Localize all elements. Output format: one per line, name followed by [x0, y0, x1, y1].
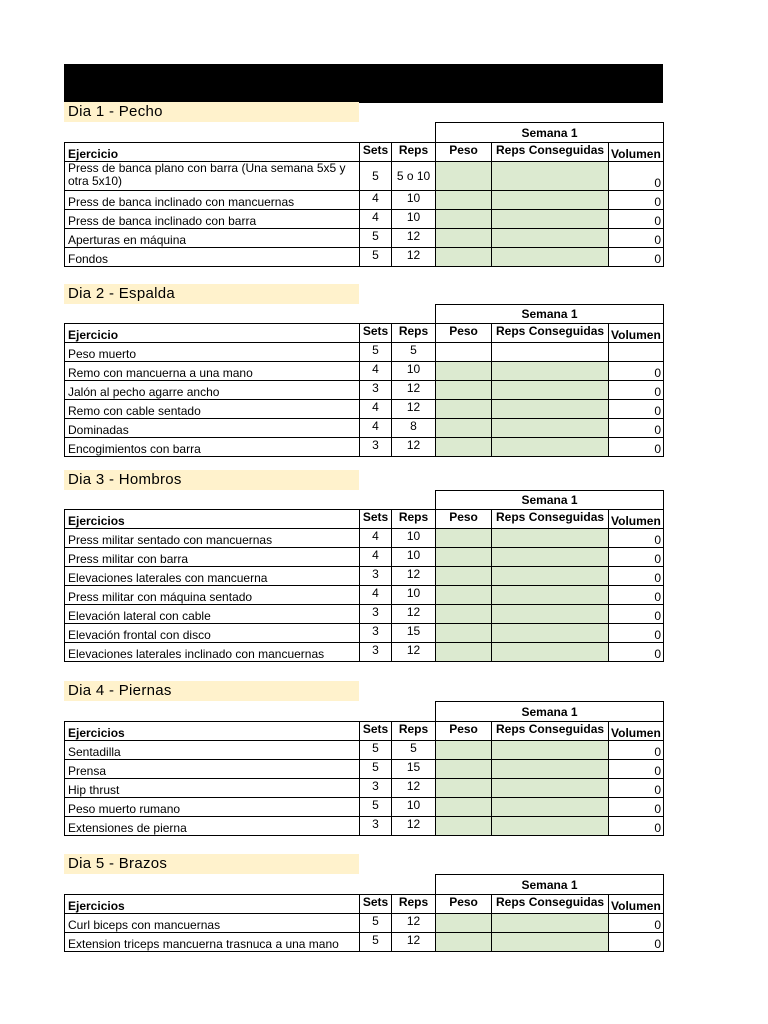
volumen-cell: 0 [609, 567, 664, 586]
reps-conseguidas-input-cell[interactable] [492, 741, 609, 760]
reps-conseguidas-input-cell[interactable] [492, 210, 609, 229]
day-3-title: Dia 3 - Hombros [64, 470, 359, 490]
exercise-name: Press de banca inclinado con mancuernas [65, 191, 360, 210]
reps-conseguidas-input-cell[interactable] [492, 605, 609, 624]
col-header-exercise: Ejercicio [65, 143, 360, 162]
reps-conseguidas-input-cell[interactable] [492, 914, 609, 933]
sets-cell: 4 [360, 548, 392, 567]
reps-cell: 5 [392, 741, 436, 760]
table-row [65, 529, 664, 548]
peso-input-cell[interactable] [436, 933, 492, 952]
exercise-name: Elevación frontal con disco [65, 624, 360, 643]
table-row [65, 419, 664, 438]
peso-input-cell[interactable] [436, 741, 492, 760]
volumen-cell: 0 [609, 162, 664, 191]
col-header-sets: Sets [360, 895, 392, 914]
week-label: Semana 1 [436, 702, 664, 722]
day-4-table [64, 701, 664, 836]
reps-conseguidas-input-cell[interactable] [492, 438, 609, 457]
col-header-peso: Peso [436, 722, 492, 741]
col-header-sets: Sets [360, 510, 392, 529]
table-row [65, 229, 664, 248]
col-header-sets: Sets [360, 324, 392, 343]
sets-cell: 3 [360, 438, 392, 457]
reps-cell: 5 [392, 343, 436, 362]
exercise-name: Dominadas [65, 419, 360, 438]
col-header-reps: Reps [392, 143, 436, 162]
volumen-cell: 0 [609, 419, 664, 438]
sets-cell: 4 [360, 400, 392, 419]
reps-cell: 12 [392, 381, 436, 400]
col-header-volumen: Volumen [609, 143, 664, 162]
reps-cell: 10 [392, 210, 436, 229]
exercise-name: Peso muerto [65, 343, 360, 362]
volumen-cell: 0 [609, 605, 664, 624]
sets-cell: 3 [360, 567, 392, 586]
col-header-peso: Peso [436, 324, 492, 343]
peso-input-cell[interactable] [436, 817, 492, 836]
reps-cell: 15 [392, 760, 436, 779]
table-row [65, 248, 664, 267]
col-header-reps: Reps [392, 722, 436, 741]
exercise-name: Elevaciones laterales inclinado con mancuernas [65, 643, 360, 662]
day-1-title: Dia 1 - Pecho [64, 102, 359, 122]
table-row [65, 567, 664, 586]
table-row [65, 400, 664, 419]
exercise-name: Encogimientos con barra [65, 438, 360, 457]
reps-cell: 12 [392, 817, 436, 836]
reps-cell: 12 [392, 248, 436, 267]
peso-input-cell[interactable] [436, 343, 492, 362]
volumen-cell: 0 [609, 817, 664, 836]
peso-input-cell[interactable] [436, 643, 492, 662]
volumen-cell: 0 [609, 586, 664, 605]
exercise-name: Extension triceps mancuerna trasnuca a una mano [65, 933, 360, 952]
volumen-cell: 0 [609, 191, 664, 210]
exercise-name: Peso muerto rumano [65, 798, 360, 817]
reps-cell: 10 [392, 362, 436, 381]
peso-input-cell[interactable] [436, 438, 492, 457]
col-header-exercise: Ejercicios [65, 895, 360, 914]
exercise-name: Press de banca plano con barra (Una semana 5x5 y otra 5x10) [65, 162, 360, 191]
reps-cell: 10 [392, 529, 436, 548]
volumen-cell: 0 [609, 779, 664, 798]
table-row [65, 741, 664, 760]
col-header-reps: Reps [392, 510, 436, 529]
week-label: Semana 1 [436, 305, 664, 324]
exercise-name: Hip thrust [65, 779, 360, 798]
table-row [65, 760, 664, 779]
col-header-sets: Sets [360, 143, 392, 162]
col-header-reps: Reps [392, 324, 436, 343]
col-header-volumen: Volumen [609, 895, 664, 914]
sets-cell: 4 [360, 586, 392, 605]
reps-conseguidas-input-cell[interactable] [492, 400, 609, 419]
volumen-cell: 0 [609, 624, 664, 643]
peso-input-cell[interactable] [436, 567, 492, 586]
peso-input-cell[interactable] [436, 798, 492, 817]
table-row [65, 779, 664, 798]
peso-input-cell[interactable] [436, 210, 492, 229]
reps-conseguidas-input-cell[interactable] [492, 567, 609, 586]
reps-cell: 10 [392, 548, 436, 567]
volumen-cell: 0 [609, 438, 664, 457]
exercise-name: Prensa [65, 760, 360, 779]
exercise-name: Press militar con máquina sentado [65, 586, 360, 605]
reps-conseguidas-input-cell[interactable] [492, 779, 609, 798]
table-row [65, 162, 664, 191]
volumen-cell: 0 [609, 933, 664, 952]
col-header-peso: Peso [436, 510, 492, 529]
col-header-reps-conseguidas: Reps Conseguidas [492, 895, 609, 914]
table-row [65, 191, 664, 210]
header-banner [64, 64, 663, 103]
reps-conseguidas-input-cell[interactable] [492, 817, 609, 836]
sets-cell: 3 [360, 381, 392, 400]
reps-conseguidas-input-cell[interactable] [492, 362, 609, 381]
col-header-reps: Reps [392, 895, 436, 914]
volumen-cell: 0 [609, 914, 664, 933]
day-2-table [64, 304, 664, 457]
table-row [65, 605, 664, 624]
sets-cell: 5 [360, 248, 392, 267]
sets-cell: 4 [360, 419, 392, 438]
exercise-name: Press militar sentado con mancuernas [65, 529, 360, 548]
reps-conseguidas-input-cell[interactable] [492, 343, 609, 362]
table-row [65, 343, 664, 362]
reps-cell: 12 [392, 779, 436, 798]
table-row [65, 438, 664, 457]
sets-cell: 3 [360, 817, 392, 836]
reps-cell: 12 [392, 643, 436, 662]
reps-conseguidas-input-cell[interactable] [492, 760, 609, 779]
sets-cell: 5 [360, 343, 392, 362]
sets-cell: 4 [360, 210, 392, 229]
exercise-name: Fondos [65, 248, 360, 267]
col-header-reps-conseguidas: Reps Conseguidas [492, 324, 609, 343]
exercise-name: Curl biceps con mancuernas [65, 914, 360, 933]
exercise-name: Jalón al pecho agarre ancho [65, 381, 360, 400]
exercise-name: Press militar con barra [65, 548, 360, 567]
day-5-table [64, 874, 664, 952]
table-row [65, 914, 664, 933]
col-header-exercise: Ejercicios [65, 722, 360, 741]
col-header-reps-conseguidas: Reps Conseguidas [492, 143, 609, 162]
day-5-title: Dia 5 - Brazos [64, 854, 359, 874]
table-row [65, 381, 664, 400]
week-label: Semana 1 [436, 875, 664, 895]
table-row [65, 586, 664, 605]
col-header-exercise: Ejercicios [65, 510, 360, 529]
sets-cell: 3 [360, 605, 392, 624]
sets-cell: 5 [360, 933, 392, 952]
peso-input-cell[interactable] [436, 624, 492, 643]
exercise-name: Extensiones de pierna [65, 817, 360, 836]
reps-cell: 12 [392, 400, 436, 419]
col-header-volumen: Volumen [609, 324, 664, 343]
table-row [65, 643, 664, 662]
exercise-name: Remo con mancuerna a una mano [65, 362, 360, 381]
reps-cell: 8 [392, 419, 436, 438]
reps-conseguidas-input-cell[interactable] [492, 643, 609, 662]
week-label: Semana 1 [436, 123, 664, 143]
peso-input-cell[interactable] [436, 381, 492, 400]
reps-cell: 12 [392, 605, 436, 624]
table-row [65, 624, 664, 643]
volumen-cell: 0 [609, 760, 664, 779]
col-header-reps-conseguidas: Reps Conseguidas [492, 510, 609, 529]
reps-conseguidas-input-cell[interactable] [492, 586, 609, 605]
volumen-cell: 0 [609, 362, 664, 381]
sets-cell: 5 [360, 914, 392, 933]
reps-conseguidas-input-cell[interactable] [492, 191, 609, 210]
exercise-name: Remo con cable sentado [65, 400, 360, 419]
reps-conseguidas-input-cell[interactable] [492, 419, 609, 438]
peso-input-cell[interactable] [436, 605, 492, 624]
sets-cell: 4 [360, 529, 392, 548]
col-header-volumen: Volumen [609, 510, 664, 529]
reps-cell: 12 [392, 933, 436, 952]
week-label: Semana 1 [436, 491, 664, 510]
reps-conseguidas-input-cell[interactable] [492, 229, 609, 248]
exercise-name: Sentadilla [65, 741, 360, 760]
volumen-cell: 0 [609, 643, 664, 662]
col-header-volumen: Volumen [609, 722, 664, 741]
peso-input-cell[interactable] [436, 362, 492, 381]
volumen-cell: 0 [609, 248, 664, 267]
table-row [65, 933, 664, 952]
volumen-cell: 0 [609, 381, 664, 400]
sets-cell: 5 [360, 162, 392, 191]
col-header-sets: Sets [360, 722, 392, 741]
peso-input-cell[interactable] [436, 248, 492, 267]
reps-cell: 10 [392, 191, 436, 210]
reps-conseguidas-input-cell[interactable] [492, 933, 609, 952]
peso-input-cell[interactable] [436, 400, 492, 419]
volumen-cell: 0 [609, 400, 664, 419]
reps-cell: 12 [392, 914, 436, 933]
day-2-title: Dia 2 - Espalda [64, 284, 359, 304]
reps-cell: 10 [392, 586, 436, 605]
table-row [65, 798, 664, 817]
reps-cell: 5 o 10 [392, 162, 436, 191]
sets-cell: 5 [360, 741, 392, 760]
volumen-cell: 0 [609, 229, 664, 248]
reps-conseguidas-input-cell[interactable] [492, 162, 609, 191]
reps-conseguidas-input-cell[interactable] [492, 798, 609, 817]
reps-cell: 12 [392, 567, 436, 586]
table-row [65, 548, 664, 567]
peso-input-cell[interactable] [436, 419, 492, 438]
table-row [65, 210, 664, 229]
exercise-name: Press de banca inclinado con barra [65, 210, 360, 229]
col-header-exercise: Ejercicio [65, 324, 360, 343]
peso-input-cell[interactable] [436, 229, 492, 248]
peso-input-cell[interactable] [436, 586, 492, 605]
reps-conseguidas-input-cell[interactable] [492, 248, 609, 267]
sets-cell: 5 [360, 229, 392, 248]
volumen-cell: 0 [609, 210, 664, 229]
volumen-cell [609, 343, 664, 362]
peso-input-cell[interactable] [436, 191, 492, 210]
exercise-name: Elevación lateral con cable [65, 605, 360, 624]
reps-conseguidas-input-cell[interactable] [492, 529, 609, 548]
peso-input-cell[interactable] [436, 548, 492, 567]
exercise-name: Aperturas en máquina [65, 229, 360, 248]
sets-cell: 5 [360, 760, 392, 779]
sets-cell: 4 [360, 191, 392, 210]
reps-cell: 12 [392, 438, 436, 457]
sets-cell: 3 [360, 624, 392, 643]
exercise-name: Elevaciones laterales con mancuerna [65, 567, 360, 586]
col-header-reps-conseguidas: Reps Conseguidas [492, 722, 609, 741]
day-3-table [64, 490, 664, 662]
reps-conseguidas-input-cell[interactable] [492, 624, 609, 643]
sets-cell: 3 [360, 643, 392, 662]
col-header-peso: Peso [436, 143, 492, 162]
sets-cell: 3 [360, 779, 392, 798]
volumen-cell: 0 [609, 741, 664, 760]
reps-cell: 15 [392, 624, 436, 643]
sets-cell: 5 [360, 798, 392, 817]
volumen-cell: 0 [609, 529, 664, 548]
sets-cell: 4 [360, 362, 392, 381]
reps-cell: 10 [392, 798, 436, 817]
table-row [65, 362, 664, 381]
peso-input-cell[interactable] [436, 914, 492, 933]
reps-cell: 12 [392, 229, 436, 248]
day-4-title: Dia 4 - Piernas [64, 681, 359, 701]
peso-input-cell[interactable] [436, 162, 492, 191]
reps-conseguidas-input-cell[interactable] [492, 381, 609, 400]
volumen-cell: 0 [609, 798, 664, 817]
volumen-cell: 0 [609, 548, 664, 567]
peso-input-cell[interactable] [436, 760, 492, 779]
day-1-table [64, 122, 664, 267]
reps-conseguidas-input-cell[interactable] [492, 548, 609, 567]
peso-input-cell[interactable] [436, 779, 492, 798]
table-row [65, 817, 664, 836]
peso-input-cell[interactable] [436, 529, 492, 548]
col-header-peso: Peso [436, 895, 492, 914]
